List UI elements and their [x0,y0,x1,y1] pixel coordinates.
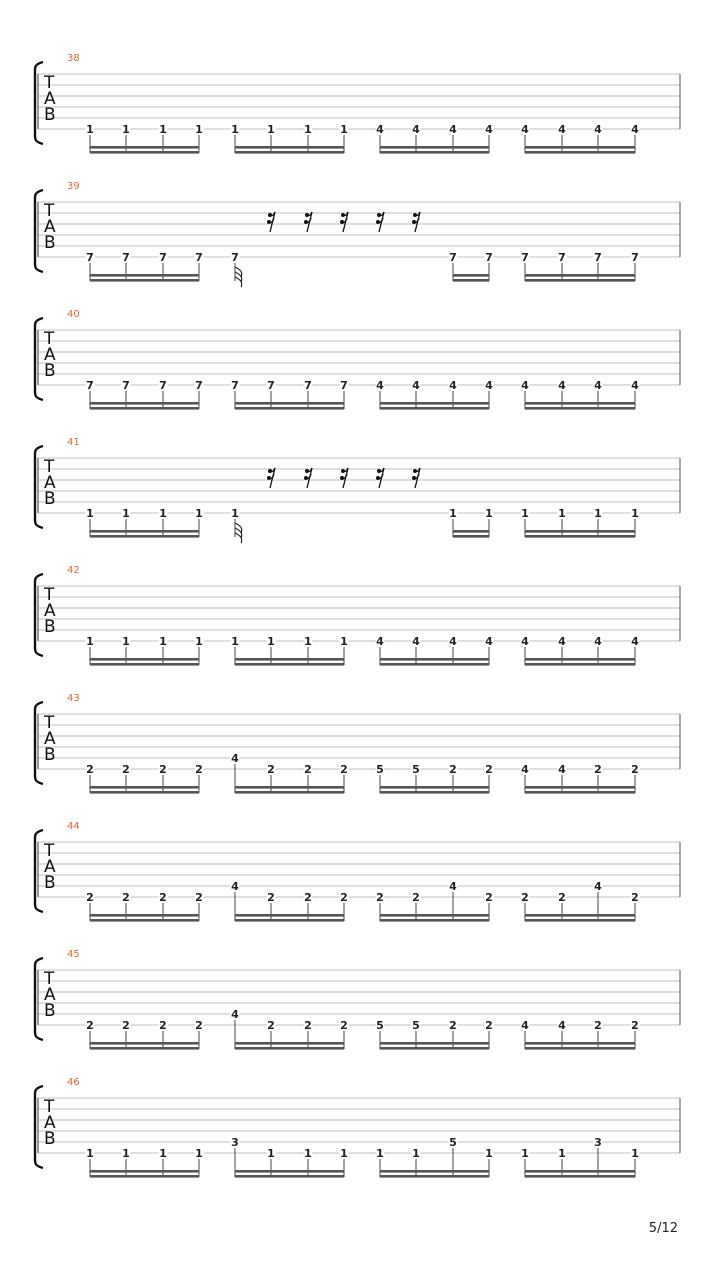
fret-number: 5 [412,1019,420,1032]
fret-number: 1 [86,635,94,648]
fret-number: 1 [485,1147,493,1160]
fret-number: 2 [86,891,94,904]
fret-number: 4 [631,635,639,648]
tab-clef-letter: A [44,857,56,877]
tab-clef-letter: T [44,1097,55,1117]
beam [380,1175,489,1178]
fret-number: 4 [594,880,602,893]
beam [453,274,489,277]
beam [235,151,344,154]
fret-number: 1 [86,123,94,136]
measure-number: 46 [67,1077,80,1088]
measure-number: 39 [67,181,80,192]
fret-number: 2 [159,763,167,776]
beam [525,146,635,149]
tab-clef-letter: T [44,457,55,477]
beam [525,786,635,789]
fret-number: 1 [122,507,130,520]
beam [380,663,489,666]
sixteenth-rest [412,468,420,488]
beam [525,402,635,405]
tab-clef-letter: T [44,73,55,93]
beam [525,914,635,917]
tab-clef-letter: A [44,345,56,365]
beam [90,530,199,533]
fret-number: 4 [412,123,420,136]
beam [525,279,635,282]
fret-number: 1 [340,635,348,648]
fret-number: 2 [449,763,457,776]
tab-system [35,821,680,922]
fret-number: 2 [376,891,384,904]
fret-number: 4 [376,635,384,648]
fret-number: 2 [86,1019,94,1032]
beam [525,535,635,538]
beam [235,786,344,789]
fret-number: 4 [558,763,566,776]
fret-number: 4 [412,379,420,392]
fret-number: 4 [485,379,493,392]
tab-clef-letter: A [44,1113,56,1133]
tab-clef-letter: B [44,1001,56,1021]
beam [380,1170,489,1173]
measure-number: 43 [67,693,80,704]
beam [380,151,489,154]
sixteenth-rest [267,468,275,488]
fret-number: 1 [195,507,203,520]
fret-number: 1 [159,635,167,648]
tab-clef-letter: B [44,1129,56,1149]
beam [90,146,199,149]
fret-number: 5 [376,1019,384,1032]
tab-clef-letter: B [44,489,56,509]
fret-number: 1 [631,507,639,520]
beam [90,535,199,538]
beam [453,279,489,282]
tab-system [35,309,680,410]
fret-number: 2 [267,891,275,904]
fret-number: 7 [594,251,602,264]
fret-number: 1 [521,507,529,520]
fret-number: 4 [449,379,457,392]
beam [525,1047,635,1050]
fret-number: 4 [558,1019,566,1032]
tremolo-picking-mark [235,267,242,287]
fret-number: 7 [159,251,167,264]
beam [453,535,489,538]
fret-number: 2 [86,763,94,776]
fret-number: 7 [449,251,457,264]
fret-number: 1 [304,1147,312,1160]
fret-number: 4 [231,752,239,765]
beam [380,407,489,410]
beam [525,663,635,666]
beam [380,1047,489,1050]
fret-number: 1 [122,635,130,648]
fret-number: 2 [558,891,566,904]
sixteenth-rest [376,212,384,232]
fret-number: 1 [195,635,203,648]
tab-clef-letter: A [44,601,56,621]
tab-clef-letter: B [44,745,56,765]
fret-number: 2 [159,891,167,904]
measure-number: 40 [67,309,80,320]
beam [90,274,199,277]
beam [90,402,199,405]
tab-system [35,693,680,794]
tab-clef-letter: T [44,329,55,349]
fret-number: 4 [521,379,529,392]
fret-number: 1 [631,1147,639,1160]
beam [90,151,199,154]
beam [235,146,344,149]
beam [235,1175,344,1178]
fret-number: 1 [558,1147,566,1160]
beam [235,791,344,794]
tab-clef-letter: T [44,841,55,861]
fret-number: 2 [195,1019,203,1032]
fret-number: 2 [267,763,275,776]
beam [235,919,344,922]
fret-number: 4 [485,123,493,136]
beam [90,791,199,794]
fret-number: 4 [558,123,566,136]
fret-number: 1 [376,1147,384,1160]
beam [235,663,344,666]
fret-number: 1 [267,123,275,136]
beam [525,1170,635,1173]
fret-number: 1 [195,1147,203,1160]
fret-number: 2 [485,1019,493,1032]
fret-number: 1 [231,507,239,520]
tab-clef-letter: B [44,361,56,381]
beam [380,658,489,661]
tab-system [35,181,680,287]
beam [235,1042,344,1045]
tab-clef-letter: B [44,233,56,253]
fret-number: 5 [376,763,384,776]
beam [380,786,489,789]
fret-number: 4 [449,880,457,893]
fret-number: 1 [304,123,312,136]
fret-number: 4 [558,635,566,648]
fret-number: 4 [449,123,457,136]
fret-number: 4 [631,123,639,136]
fret-number: 1 [231,635,239,648]
fret-number: 4 [376,379,384,392]
fret-number: 2 [485,891,493,904]
fret-number: 7 [231,251,239,264]
measure-number: 38 [67,53,80,64]
fret-number: 1 [485,507,493,520]
fret-number: 1 [86,1147,94,1160]
fret-number: 4 [376,123,384,136]
beam [90,914,199,917]
sixteenth-rest [340,212,348,232]
beam [235,1170,344,1173]
measure-number: 42 [67,565,80,576]
fret-number: 1 [594,507,602,520]
tab-clef-letter: A [44,729,56,749]
beam [380,146,489,149]
fret-number: 2 [485,763,493,776]
fret-number: 1 [558,507,566,520]
fret-number: 2 [521,891,529,904]
fret-number: 1 [267,1147,275,1160]
sixteenth-rest [412,212,420,232]
fret-number: 7 [86,379,94,392]
fret-number: 1 [195,123,203,136]
tab-clef-letter: A [44,217,56,237]
fret-number: 2 [195,891,203,904]
fret-number: 4 [594,123,602,136]
fret-number: 1 [340,1147,348,1160]
beam [525,1175,635,1178]
fret-number: 4 [521,763,529,776]
page-number: 5/12 [648,1221,678,1236]
fret-number: 4 [231,1008,239,1021]
beam [380,914,489,917]
beam [525,658,635,661]
beam [235,407,344,410]
fret-number: 1 [449,507,457,520]
fret-number: 1 [231,123,239,136]
fret-number: 7 [122,251,130,264]
tab-clef-letter: B [44,617,56,637]
beam [235,914,344,917]
fret-number: 2 [340,891,348,904]
fret-number: 2 [631,1019,639,1032]
tab-clef-letter: A [44,473,56,493]
measure-number: 41 [67,437,80,448]
fret-number: 7 [485,251,493,264]
fret-number: 7 [195,251,203,264]
beam [90,407,199,410]
fret-number: 7 [340,379,348,392]
beam [90,1175,199,1178]
fret-number: 2 [122,891,130,904]
beam [525,791,635,794]
fret-number: 4 [449,635,457,648]
beam [90,919,199,922]
sixteenth-rest [304,468,312,488]
beam [380,791,489,794]
fret-number: 2 [267,1019,275,1032]
fret-number: 4 [231,880,239,893]
beam [453,530,489,533]
fret-number: 3 [231,1136,239,1149]
fret-number: 7 [122,379,130,392]
tab-system [35,437,680,543]
fret-number: 4 [558,379,566,392]
beam [90,658,199,661]
fret-number: 2 [159,1019,167,1032]
fret-number: 4 [521,635,529,648]
fret-number: 5 [412,763,420,776]
tab-clef-letter: B [44,105,56,125]
fret-number: 2 [304,1019,312,1032]
fret-number: 7 [558,251,566,264]
fret-number: 2 [304,763,312,776]
beam [525,151,635,154]
fret-number: 4 [485,635,493,648]
beam [90,279,199,282]
fret-number: 1 [521,1147,529,1160]
tab-clef-letter: B [44,873,56,893]
fret-number: 2 [340,763,348,776]
fret-number: 4 [594,635,602,648]
fret-number: 1 [340,123,348,136]
fret-number: 4 [412,635,420,648]
fret-number: 7 [631,251,639,264]
beam [235,658,344,661]
fret-number: 4 [521,123,529,136]
fret-number: 2 [594,1019,602,1032]
beam [90,1170,199,1173]
fret-number: 5 [449,1136,457,1149]
fret-number: 7 [86,251,94,264]
measure-number: 45 [67,949,80,960]
tab-system [35,949,680,1050]
fret-number: 2 [340,1019,348,1032]
fret-number: 2 [449,1019,457,1032]
beam [380,1042,489,1045]
fret-number: 2 [304,891,312,904]
sixteenth-rest [376,468,384,488]
fret-number: 7 [231,379,239,392]
beam [525,407,635,410]
tab-system [35,1077,680,1178]
fret-number: 1 [304,635,312,648]
fret-number: 1 [159,123,167,136]
fret-number: 7 [304,379,312,392]
tab-system [35,53,680,154]
tab-clef-letter: A [44,985,56,1005]
fret-number: 4 [521,1019,529,1032]
tab-clef-letter: T [44,713,55,733]
fret-number: 1 [122,1147,130,1160]
fret-number: 7 [521,251,529,264]
beam [235,402,344,405]
fret-number: 7 [267,379,275,392]
fret-number: 1 [86,507,94,520]
tremolo-picking-mark [235,523,242,543]
fret-number: 1 [159,507,167,520]
beam [525,274,635,277]
tab-clef-letter: T [44,201,55,221]
fret-number: 2 [631,891,639,904]
fret-number: 1 [122,123,130,136]
beam [380,919,489,922]
fret-number: 2 [195,763,203,776]
beam [235,1047,344,1050]
beam [380,402,489,405]
fret-number: 7 [195,379,203,392]
tab-system [35,565,680,666]
beam [90,663,199,666]
sixteenth-rest [340,468,348,488]
fret-number: 7 [159,379,167,392]
fret-number: 2 [412,891,420,904]
fret-number: 1 [159,1147,167,1160]
beam [525,530,635,533]
beam [90,1042,199,1045]
fret-number: 2 [122,763,130,776]
tab-clef-letter: T [44,585,55,605]
beam [525,919,635,922]
fret-number: 2 [122,1019,130,1032]
tab-clef-letter: T [44,969,55,989]
fret-number: 2 [631,763,639,776]
fret-number: 1 [267,635,275,648]
fret-number: 2 [594,763,602,776]
sixteenth-rest [304,212,312,232]
fret-number: 4 [594,379,602,392]
beam [525,1042,635,1045]
tab-clef-letter: A [44,89,56,109]
fret-number: 3 [594,1136,602,1149]
measure-number: 44 [67,821,80,832]
beam [90,786,199,789]
beam [90,1047,199,1050]
sixteenth-rest [267,212,275,232]
fret-number: 4 [631,379,639,392]
fret-number: 1 [412,1147,420,1160]
